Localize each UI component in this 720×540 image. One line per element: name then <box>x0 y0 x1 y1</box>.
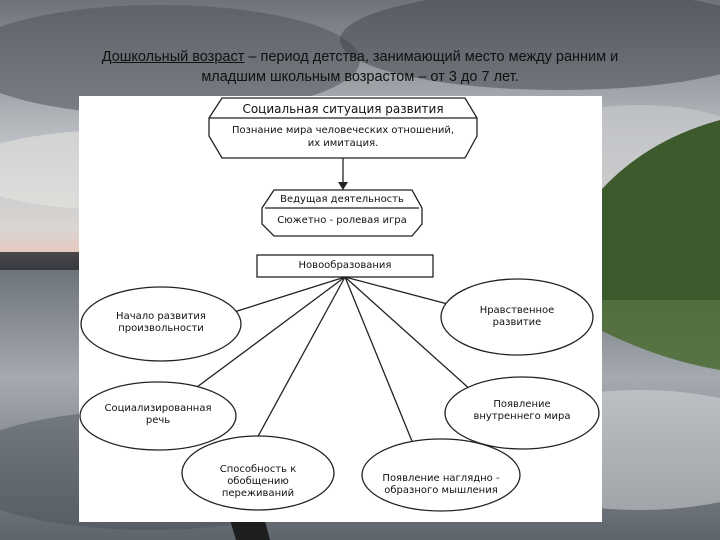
title-term: Дошкольный возраст <box>101 49 245 65</box>
moral-label <box>457 305 577 329</box>
visual-thinking-line1: Появление наглядно - <box>382 473 500 484</box>
diagram-panel <box>79 96 602 522</box>
inner-world-label <box>452 399 592 423</box>
social-situation-label: Социальная ситуация развития <box>242 102 444 116</box>
social-situation-desc-line2: их имитация. <box>307 138 379 149</box>
title-rest-line1: – период детства, занимающий место между ранним и <box>244 49 619 65</box>
moral-line1: Нравственное <box>479 305 555 316</box>
inner-world-line2: внутреннего мира <box>473 411 571 422</box>
speech-line2: речь <box>145 415 171 426</box>
arbitrariness-line2: произвольности <box>118 323 204 334</box>
generalize-line1: Способность к <box>219 464 297 475</box>
generalize-line3: переживаний <box>221 488 295 499</box>
generalize-label <box>193 464 323 500</box>
visual-thinking-line2: образного мышления <box>384 485 498 496</box>
generalize-line2: обобщению <box>227 476 289 487</box>
slide-title <box>20 47 700 87</box>
role-play-label: Сюжетно - ролевая игра <box>277 215 407 226</box>
neoformations-label: Новообразования <box>298 260 392 271</box>
moral-line2: развитие <box>492 317 542 328</box>
leading-activity-label: Ведущая деятельность <box>280 194 404 205</box>
arbitrariness-label <box>91 311 231 335</box>
title-line2: младшим школьным возрастом – от 3 до 7 лет. <box>201 69 519 85</box>
arbitrariness-line1: Начало развития <box>116 311 206 322</box>
speech-label <box>88 403 228 427</box>
social-situation-desc-line1: Познание мира человеческих отношений, <box>231 125 455 136</box>
visual-thinking-label <box>366 473 516 497</box>
inner-world-line1: Появление <box>493 399 551 410</box>
speech-line1: Социализированная <box>104 403 212 414</box>
